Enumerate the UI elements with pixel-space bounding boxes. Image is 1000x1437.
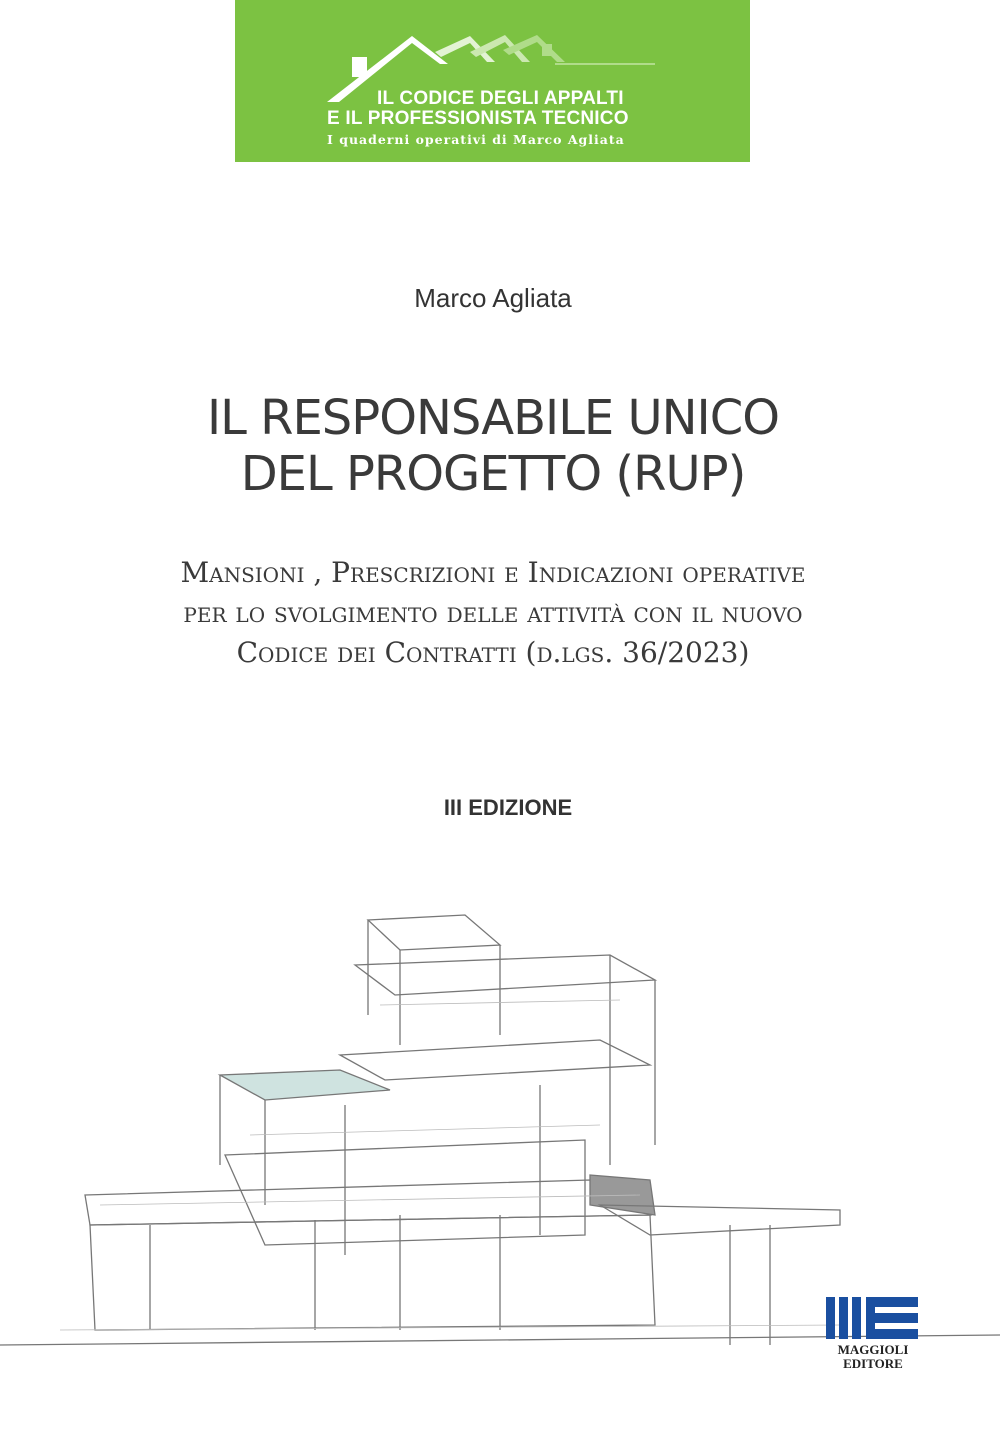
- publisher-name: [818, 1343, 928, 1371]
- subtitle-line: Codice dei Contratti (d.lgs. 36/2023): [236, 636, 750, 669]
- series-title-line1: IL CODICE DEGLI APPALTI: [377, 88, 624, 109]
- subtitle-line: Mansioni , Prescrizioni e Indicazioni operative: [180, 556, 806, 589]
- subtitle-line: per lo svolgimento delle attività con il nuovo: [183, 596, 803, 629]
- title-line: IL RESPONSABILE UNICO: [206, 390, 780, 446]
- author: Marco Agliata: [414, 283, 572, 313]
- maggioli-logo-icon: [826, 1297, 918, 1339]
- edition: III EDIZIONE: [443, 795, 573, 820]
- book-subtitle: [0, 553, 986, 673]
- series-subtitle: I quaderni operativi di Marco Agliata: [327, 132, 625, 147]
- series-banner: [235, 0, 750, 162]
- series-title-line2: E IL PROFESSIONISTA TECNICO: [327, 108, 629, 129]
- book-title: [0, 390, 986, 502]
- title-line: DEL PROGETTO (RUP): [240, 446, 746, 502]
- publisher-line: MAGGIOLI: [837, 1342, 909, 1357]
- publisher-line: EDITORE: [843, 1356, 903, 1371]
